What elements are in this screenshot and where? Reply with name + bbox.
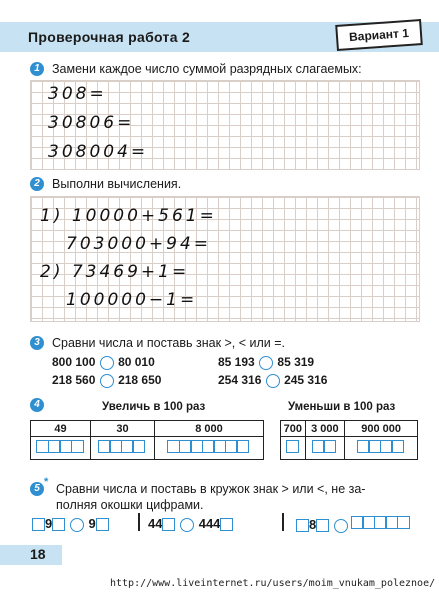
task-1-line-1: 308=	[48, 84, 107, 104]
task-5-group-2	[148, 516, 233, 532]
answer-cell[interactable]	[91, 437, 155, 460]
compare-circle[interactable]	[100, 356, 114, 370]
compare-pair	[218, 373, 327, 388]
digit-box[interactable]	[162, 518, 175, 531]
table-cell: 49	[31, 421, 91, 437]
page-title: Проверочная работа 2	[28, 29, 191, 45]
task-3-number: 3	[30, 336, 44, 350]
compare-pair	[52, 355, 155, 370]
digit-box[interactable]	[96, 518, 109, 531]
task-2-line-4: 100000−1=	[66, 290, 198, 310]
compare-left: 254 316	[218, 373, 262, 387]
separator	[282, 513, 284, 531]
separator	[138, 513, 140, 531]
task-2-line-1: 1) 10000+561=	[40, 206, 217, 226]
digit-box-group[interactable]	[352, 516, 410, 529]
group-3-left: 8	[309, 517, 317, 532]
compare-left: 800 100	[52, 355, 96, 369]
variant-label: Вариант 1	[335, 19, 423, 51]
task-3-text: Сравни числа и поставь знак >, < или =.	[52, 336, 286, 350]
task-4-number: 4	[30, 398, 44, 412]
group-1-left: 9	[45, 516, 53, 531]
digit-box[interactable]	[52, 518, 65, 531]
task-2-number: 2	[30, 177, 44, 191]
group-2-left: 44	[148, 516, 163, 531]
source-url: http://www.liveinternet.ru/users/moim_vnukam_poleznoe/	[110, 578, 436, 589]
compare-pair	[218, 355, 314, 370]
compare-right: 85 319	[277, 355, 315, 369]
table-cell: 3 000	[305, 421, 345, 437]
increase-label: Увеличь в 100 раз	[102, 401, 206, 413]
compare-circle[interactable]	[100, 374, 114, 388]
table-cell: 30	[91, 421, 155, 437]
group-2-right: 444	[198, 516, 221, 531]
task-2-text: Выполни вычисления.	[52, 177, 182, 191]
compare-circle[interactable]	[70, 518, 84, 532]
answer-cell[interactable]	[305, 437, 345, 460]
compare-circle[interactable]	[266, 374, 280, 388]
digit-box[interactable]	[32, 518, 45, 531]
table-cell: 700	[281, 421, 306, 437]
task-1-number: 1	[30, 62, 44, 76]
compare-left: 85 193	[218, 355, 255, 369]
table-cell: 8 000	[154, 421, 263, 437]
answer-cell[interactable]	[154, 437, 263, 460]
decrease-label: Уменьши в 100 раз	[288, 401, 396, 413]
page-number: 18	[30, 546, 46, 562]
task-1-text: Замени каждое число суммой разрядных слагаемых:	[52, 62, 362, 76]
group-1-right: 9	[88, 516, 96, 531]
task-5-text-line-1: Сравни числа и поставь в кружок знак > или <, не за-	[56, 482, 366, 496]
compare-left: 218 560	[52, 373, 96, 387]
table-cell: 900 000	[345, 421, 418, 437]
task-1-line-2: 30806=	[48, 113, 135, 133]
increase-table	[30, 420, 264, 460]
task-2-line-3: 2) 73469+1=	[40, 262, 190, 282]
compare-circle[interactable]	[334, 519, 348, 533]
task-1-line-3: 308004=	[48, 142, 149, 162]
compare-right: 245 316	[284, 373, 328, 387]
compare-circle[interactable]	[259, 356, 273, 370]
task-5-group-3	[296, 516, 410, 533]
digit-box[interactable]	[220, 518, 233, 531]
compare-right: 218 650	[118, 373, 162, 387]
answer-cell[interactable]	[31, 437, 91, 460]
answer-cell[interactable]	[281, 437, 306, 460]
decrease-table	[280, 420, 418, 460]
task-5-number: 5	[30, 482, 44, 496]
task-5-group-1	[32, 516, 109, 532]
compare-circle[interactable]	[180, 518, 194, 532]
digit-box[interactable]	[296, 519, 309, 532]
task-5-text-line-2: полняя окошки цифрами.	[56, 498, 204, 512]
digit-box[interactable]	[316, 519, 329, 532]
compare-right: 80 010	[118, 355, 155, 369]
answer-cell[interactable]	[345, 437, 418, 460]
compare-pair	[52, 373, 161, 388]
task-2-line-2: 703000+94=	[66, 234, 212, 254]
task-5-star: *	[44, 476, 49, 488]
